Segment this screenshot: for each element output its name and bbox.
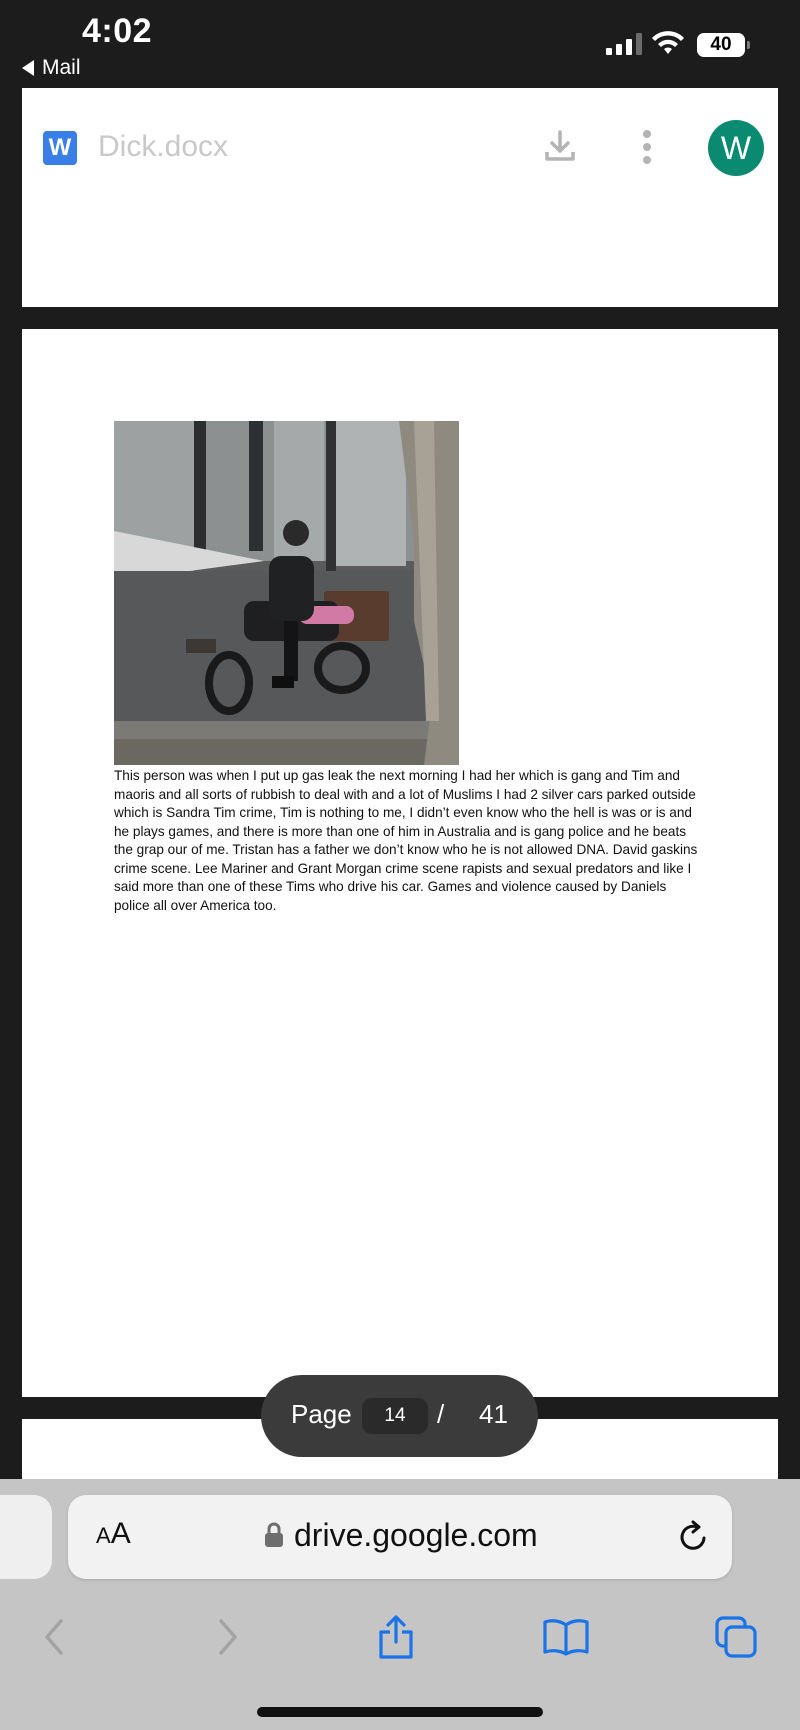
forward-button[interactable] (198, 1607, 258, 1667)
book-icon (542, 1617, 590, 1657)
page-indicator (261, 1375, 538, 1457)
back-triangle-icon (22, 60, 34, 76)
cellular-signal-icon (606, 33, 642, 55)
word-file-icon: W (43, 131, 77, 165)
page-number-input[interactable]: 14 (362, 1398, 428, 1434)
share-icon (376, 1614, 416, 1660)
page-label: Page (291, 1399, 352, 1429)
status-bar (0, 0, 800, 88)
reader-options-button[interactable]: AA (96, 1517, 131, 1550)
document-page (22, 329, 778, 1397)
url-text: drive.google.com (294, 1517, 538, 1553)
reload-icon[interactable] (676, 1519, 712, 1555)
back-button[interactable] (24, 1607, 84, 1667)
tabs-icon (714, 1615, 758, 1659)
account-avatar[interactable]: W (708, 120, 764, 176)
page-total: 41 (479, 1399, 508, 1429)
back-to-mail-link[interactable] (22, 56, 81, 80)
tabs-button[interactable] (706, 1607, 766, 1667)
back-label: Mail (42, 56, 81, 79)
page-separator: / (437, 1399, 445, 1429)
document-title: Dick.docx (98, 130, 229, 163)
lock-icon (264, 1522, 284, 1548)
clock: 4:02 (82, 12, 153, 50)
wifi-icon (651, 30, 685, 56)
document-photo (114, 421, 459, 765)
bookmarks-button[interactable] (536, 1607, 596, 1667)
browser-bottom-bar (0, 1479, 800, 1730)
share-button[interactable] (366, 1607, 426, 1667)
chevron-left-icon (39, 1617, 69, 1657)
previous-tab-preview[interactable] (0, 1495, 52, 1579)
browser-toolbar (0, 1607, 800, 1687)
download-icon[interactable] (542, 128, 578, 164)
more-options-icon[interactable] (642, 130, 652, 164)
address-bar[interactable] (68, 1495, 732, 1579)
document-body-text: This person was when I put up gas leak the next morning I had her which is gang and Tim and maoris and all sorts of rubbish to deal with and a lot of Muslims I had 2 silver cars parked outside which is Sandra Tim crime, Tim is nothing to me, I didn’t even know who the hell is was or is and he plays games, and there is more than one of him in Australia and is gang police and he beats the grap our of me. Tristan has a father we don’t know who he is not allowed DNA. David gaskins crime scene. Lee Mariner and Grant Morgan crime scene rapists and sexual predators and like I said more than one of these Tims who drive his car. Games and violence caused by Daniels police all over America too. (114, 768, 698, 913)
chevron-right-icon (213, 1617, 243, 1657)
home-indicator[interactable] (257, 1707, 543, 1717)
battery-indicator: 40 (697, 33, 745, 57)
doc-header (22, 88, 778, 208)
